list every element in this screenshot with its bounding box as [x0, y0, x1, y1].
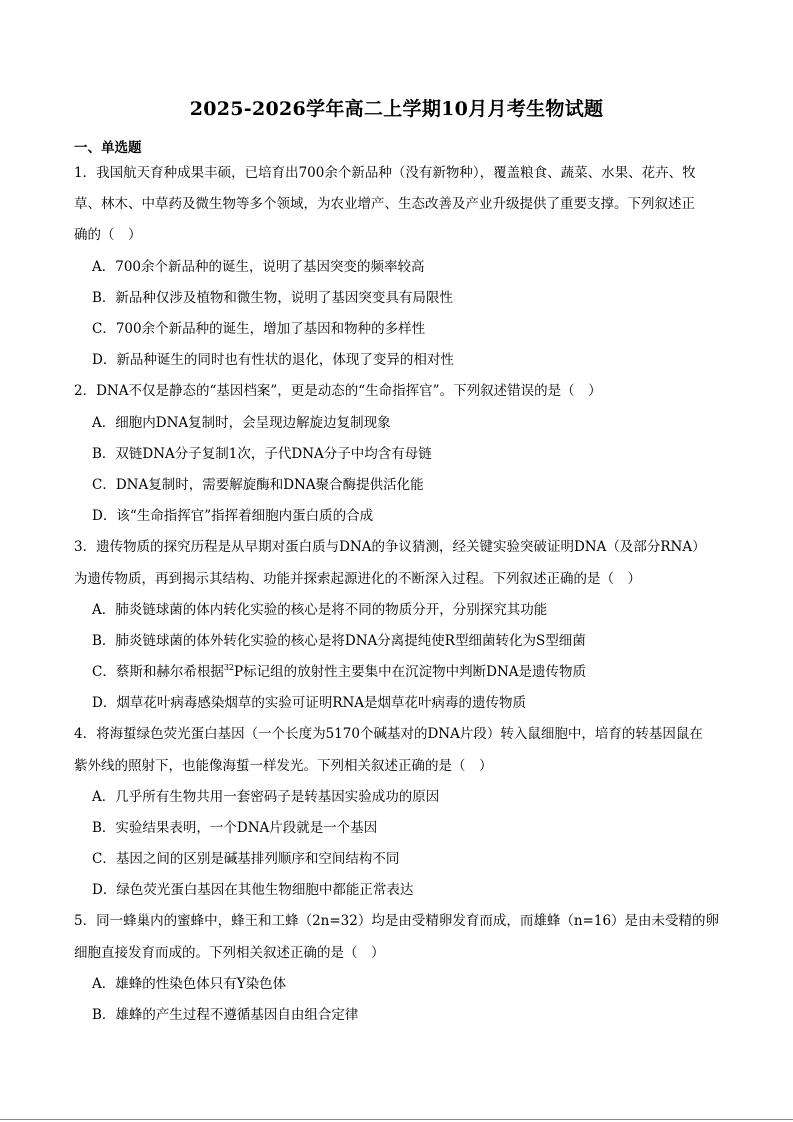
- question-2-line-1: 2．DNA不仅是静态的“基因档案”，更是动态的“生命指挥官”。下列叙述错误的是（ ）: [74, 383, 602, 399]
- question-5-line-2: 细胞直接发育而成的。下列相关叙述正确的是（ ）: [74, 945, 385, 961]
- option-c-text-start: C．蔡斯和赫尔希根据: [92, 664, 224, 680]
- question-4-line-2: 紫外线的照射下，也能像海蜇一样发光。下列相关叙述正确的是（ ）: [74, 758, 493, 774]
- question-2-option-a: A．细胞内DNA复制时，会呈现边解旋边复制现象: [92, 415, 391, 431]
- question-1-option-d: D．新品种诞生的同时也有性状的退化，体现了变异的相对性: [92, 352, 454, 368]
- isotope-superscript: 32: [223, 663, 235, 672]
- question-4-option-d: D．绿色荧光蛋白基因在其他生物细胞中都能正常表达: [92, 882, 414, 898]
- question-5-option-b: B．雄蜂的产生过程不遵循基因自由组合定律: [92, 1007, 359, 1023]
- page-title: 2025-2026学年高二上学期10月月考生物试题: [189, 98, 604, 120]
- question-1-option-a: A．700余个新品种的诞生，说明了基因突变的频率较高: [92, 259, 425, 275]
- question-2-option-d: D．该“生命指挥官”指挥着细胞内蛋白质的合成: [92, 508, 374, 524]
- question-4-option-b: B．实验结果表明，一个DNA片段就是一个基因: [92, 820, 378, 836]
- question-3-option-d: D．烟草花叶病毒感染烟草的实验可证明RNA是烟草花叶病毒的遗传物质: [92, 695, 527, 711]
- section-heading: 一、单选题: [74, 140, 142, 156]
- question-1-line-1: 1．我国航天育种成果丰硕，已培育出700余个新品种（没有新物种），覆盖粮食、蔬菜、水果、花卉、牧: [74, 165, 696, 181]
- question-3-option-a: A．肺炎链球菌的体内转化实验的核心是将不同的物质分开，分别探究其功能: [92, 602, 548, 618]
- question-3-line-2: 为遗传物质，再到揭示其结构、功能并探索起源进化的不断深入过程。下列叙述正确的是（ ）: [74, 571, 641, 587]
- question-1-line-3: 确的（ ）: [74, 227, 142, 243]
- page-bottom-rule: [0, 1119, 793, 1120]
- question-4-line-1: 4．将海蜇绿色荧光蛋白基因（一个长度为5170个碱基对的DNA片段）转入鼠细胞中，培育的转基因鼠在: [74, 726, 703, 742]
- question-1-line-2: 草、林木、中草药及微生物等多个领域，为农业增产、生态改善及产业升级提供了重要支撑。下列叙述正: [74, 196, 695, 212]
- question-1-option-b: B．新品种仅涉及植物和微生物，说明了基因突变具有局限性: [92, 290, 453, 306]
- question-3-line-1: 3．遗传物质的探究历程是从早期对蛋白质与DNA的争议猜测，经关键实验突破证明DNA（及部分RNA）: [74, 539, 706, 555]
- question-5-option-a: A．雄蜂的性染色体只有Y染色体: [92, 976, 287, 992]
- question-4-option-c: C．基因之间的区别是碱基排列顺序和空间结构不同: [92, 851, 400, 867]
- question-2-option-c: C．DNA复制时，需要解旋酶和DNA聚合酶提供活化能: [92, 477, 424, 493]
- option-c-text-end: P标记组的放射性主要集中在沉淀物中判断DNA是遗传物质: [234, 664, 586, 680]
- question-4-option-a: A．几乎所有生物共用一套密码子是转基因实验成功的原因: [92, 789, 440, 805]
- question-5-line-1: 5．同一蜂巢内的蜜蜂中，蜂王和工蜂（2n=32）均是由受精卵发育而成，而雄蜂（n=16）是由未受精的卵: [74, 913, 720, 929]
- question-3-option-c: [92, 663, 586, 681]
- question-2-option-b: B．双链DNA分子复制1次，子代DNA分子中均含有母链: [92, 446, 432, 462]
- question-1-option-c: C．700余个新品种的诞生，增加了基因和物种的多样性: [92, 321, 426, 337]
- question-3-option-b: B．肺炎链球菌的体外转化实验的核心是将DNA分离提纯使R型细菌转化为S型细菌: [92, 633, 586, 649]
